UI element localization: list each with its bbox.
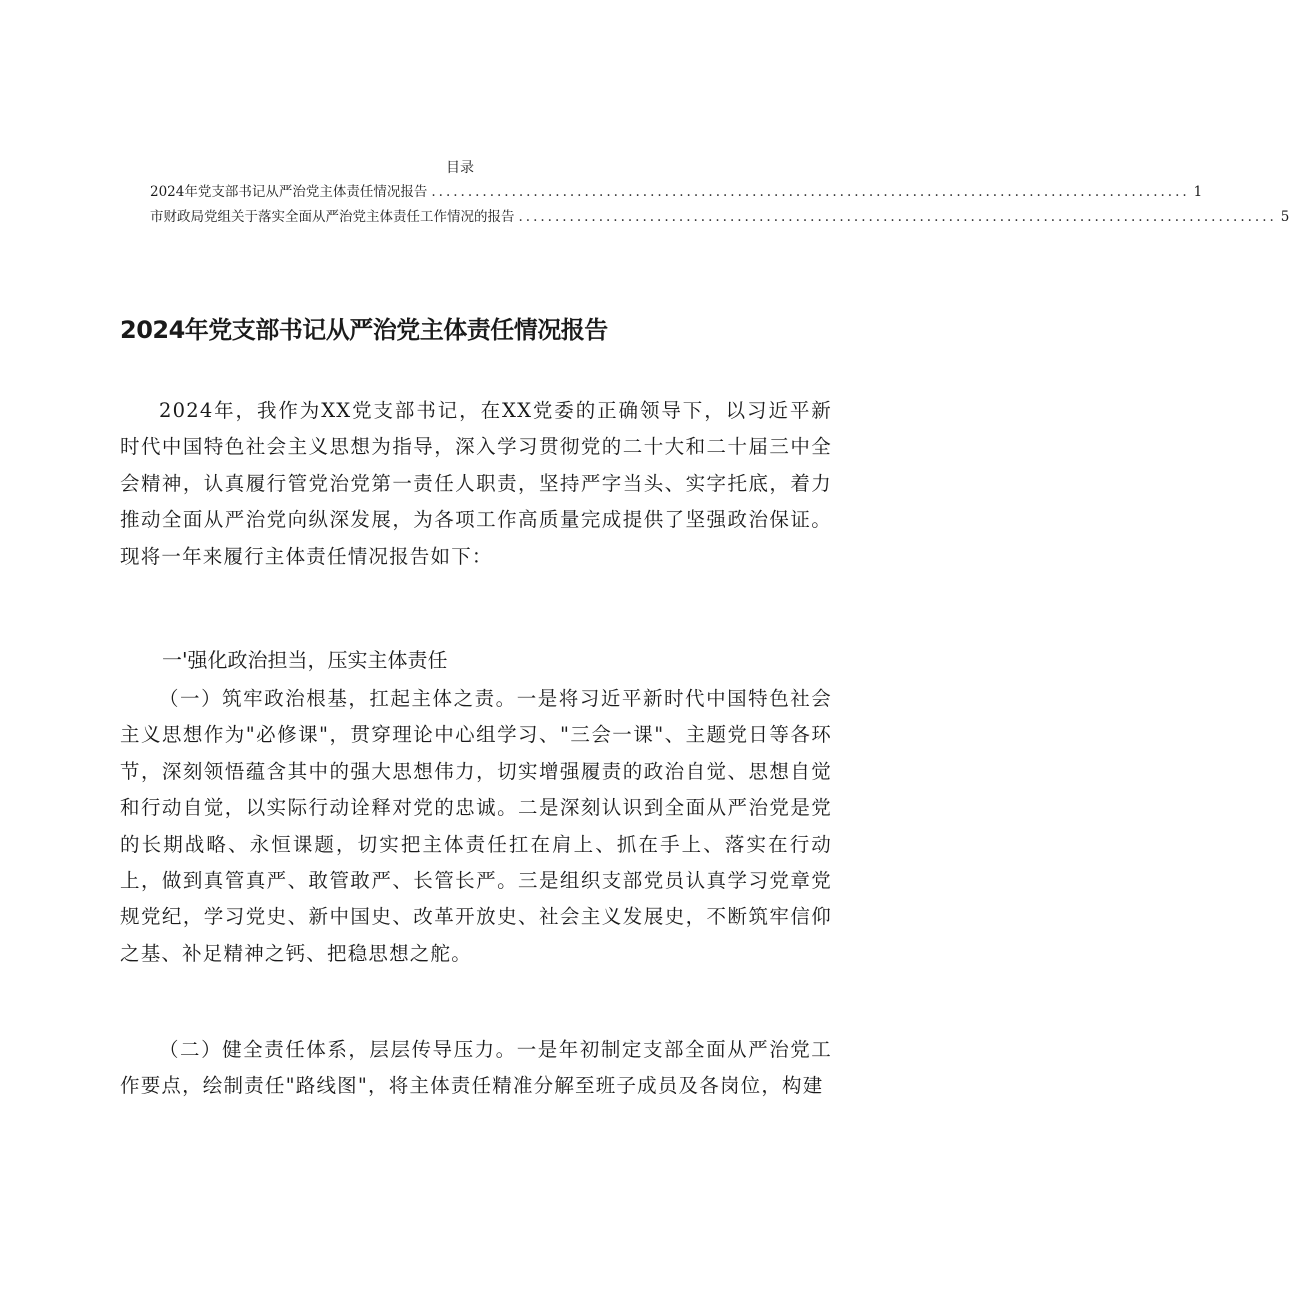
toc-title: 目录 [446, 160, 474, 176]
intro-paragraph: 2024年，我作为XX党支部书记，在XX党委的正确领导下，以习近平新时代中国特色社会主义思想为指导，深入学习贯彻党的二十大和二十届三中全会精神，认真履行管党治党第一责任人职责，坚持严字当头、实字托底，着力推动全面从严治党向纵深发展，为各项工作高质量完成提供了坚强政治保证。现将一年来履行主体责任情况报告如下： [120, 399, 832, 568]
toc-entry-page: 5 [1280, 209, 1289, 225]
toc-leader-dots: ........................................................................................................ [431, 184, 1190, 200]
toc-entry-title: 2024年党支部书记从严治党主体责任情况报告 [150, 184, 428, 200]
document-title: 2024年党支部书记从严治党主体责任情况报告 [120, 316, 608, 344]
toc-entry[interactable] [150, 180, 1203, 202]
toc-leader-dots: ........................................................................................................ [518, 209, 1277, 225]
toc-entry-title: 市财政局党组关于落实全面从严治党主体责任工作情况的报告 [150, 209, 515, 225]
body-paragraph: （二）健全责任体系，层层传导压力。一是年初制定支部全面从严治党工作要点，绘制责任"路线图"，将主体责任精准分解至班子成员及各岗位，构建 [120, 1038, 832, 1098]
section-heading: 一'强化政治担当，压实主体责任 [162, 648, 448, 672]
body-paragraph: （一）筑牢政治根基，扛起主体之责。一是将习近平新时代中国特色社会主义思想作为"必修课"，贯穿理论中心组学习、"三会一课"、主题党日等各环节，深刻领悟蕴含其中的强大思想伟力，切实增强履责的政治自觉、思想自觉和行动自觉，以实际行动诠释对党的忠诚。二是深刻认识到全面从严治党是党的长期战略、永恒课题，切实把主体责任扛在肩上、抓在手上、落实在行动上，做到真管真严、敢管敢严、长管长严。三是组织支部党员认真学习党章党规党纪，学习党史、新中国史、改革开放史、社会主义发展史，不断筑牢信仰之基、补足精神之钙、把稳思想之舵。 [120, 687, 832, 965]
toc-entry-page: 1 [1193, 184, 1203, 200]
toc-entry[interactable] [150, 205, 1289, 227]
